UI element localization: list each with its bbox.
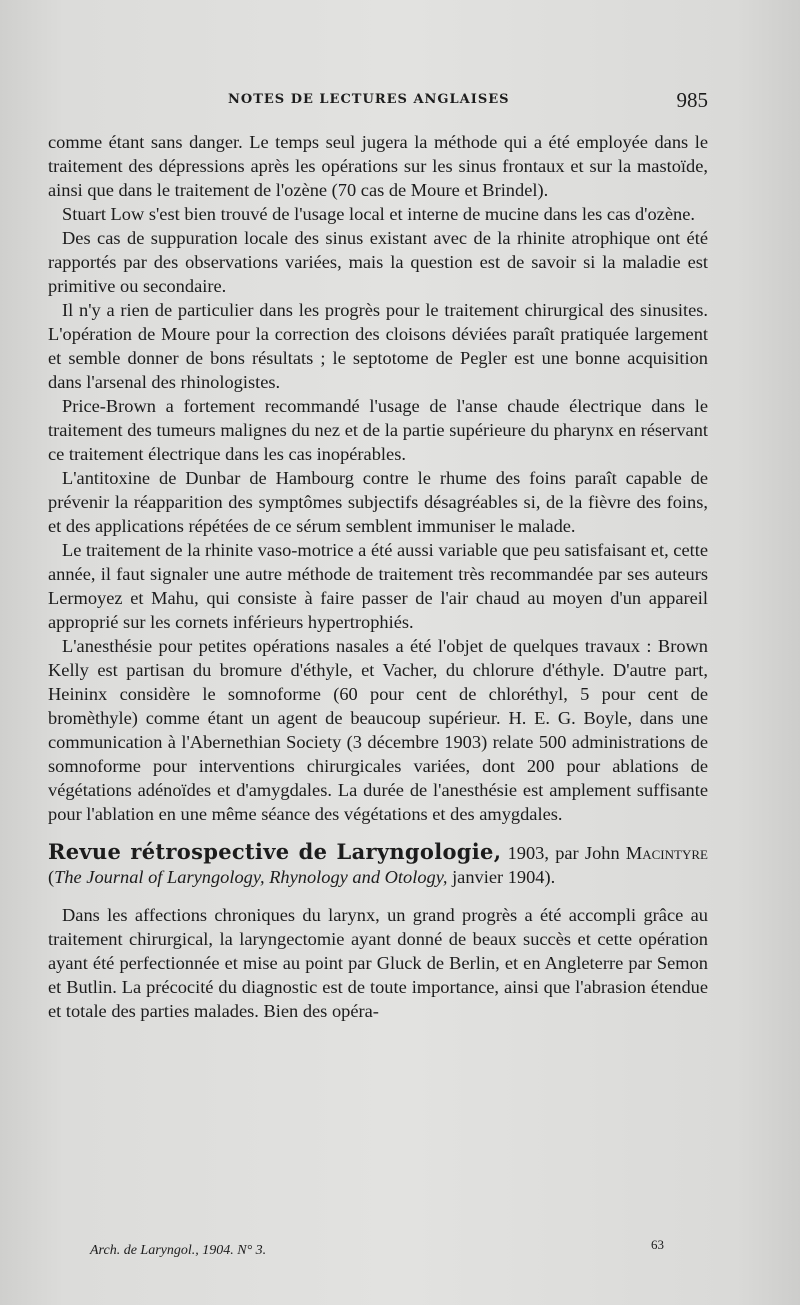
footer-citation: Arch. de Laryngol., 1904. N° 3. — [90, 1243, 267, 1258]
review-title: Revue rétrospective de Laryngologie, — [48, 839, 502, 864]
paragraph: L'antitoxine de Dunbar de Hambourg contre le rhume des foins paraît capable de prévenir la réapparition des symptômes subjectifs désagréables si, de la fièvre des foins, et des applications répétées de ce sérum semblent immuniser le malade. — [48, 468, 708, 536]
review-heading: Revue rétrospective de Laryngologie, 1903, par John Macintyre (The Journal of Laryngology, Rhynology and Otology, janvier 1904). — [48, 839, 708, 887]
page-body — [48, 130, 708, 1023]
review-by: par — [555, 843, 579, 863]
paragraph: Il n'y a rien de particulier dans les progrès pour le traitement chirurgical des sinusites. L'opération de Moure pour la correction des cloisons déviées paraît pratiquée largement et semble donner de bons résultats ; le septotome de Pegler est une bonne acquisition dans l'arsenal des rhinologistes. — [48, 300, 708, 392]
review-year: 1903, — [507, 843, 549, 863]
signature-mark: 63 — [651, 1237, 664, 1252]
page-header — [60, 88, 708, 116]
running-title: NOTES DE LECTURES ANGLAISES — [228, 92, 510, 107]
review-date: janvier 1904). — [452, 867, 556, 887]
paragraph: comme étant sans danger. Le temps seul jugera la méthode qui a été employée dans le traitement des dépressions après les opérations sur les sinus frontaux et sur la mastoïde, ainsi que dans le traitement de l'ozène (70 cas de Moure et Brindel). — [48, 132, 708, 200]
page-footer — [90, 1237, 664, 1265]
review-journal: The Journal of Laryngology, Rhynology and Otology, — [54, 867, 448, 887]
paragraph: Price-Brown a fortement recommandé l'usage de l'anse chaude électrique dans le traitement des tumeurs malignes du nez et de la partie supérieure du pharynx en réservant ce traitement électrique dans les cas inopérables. — [48, 396, 708, 464]
review-author-last: Macintyre — [625, 843, 708, 863]
closing-paragraph: Dans les affections chroniques du larynx, un grand progrès a été accompli grâce au traitement chirurgical, la laryngectomie ayant donné de beaux succès et cette opération ayant été perfectionnée et mise au point par Gluck de Berlin, et en Angleterre par Semon et Butlin. La précocité du diagnostic est de toute importance, ainsi que l'abrasion étendue et totale des parties malades. Bien des opéra- — [48, 905, 708, 1021]
paragraph: Le traitement de la rhinite vaso-motrice a été aussi variable que peu satisfaisant et, cette année, il faut signaler une autre méthode de traitement très recommandée par ses auteurs Lermoyez et Mahu, qui consiste à faire passer de l'air chaud au moyen d'un appareil approprié sur les cornets inférieurs hypertrophiés. — [48, 540, 708, 632]
paragraph: Des cas de suppuration locale des sinus existant avec de la rhinite atrophique ont été rapportés par des observations variées, mais la question est de savoir si la maladie est primitive ou secondaire. — [48, 228, 708, 296]
page-number: 985 — [676, 88, 708, 112]
paragraph: L'anesthésie pour petites opérations nasales a été l'objet de quelques travaux : Brown Kelly est partisan du bromure d'éthyle, et Vacher, du chlorure d'éthyle. D'autre part, Heininx considère le somnoforme (60 pour cent de chloréthyl, 5 pour cent de bromèthyle) comme étant un agent de beaucoup supérieur. H. E. G. Boyle, dans une communication à l'Abernethian Society (3 décembre 1903) relate 500 administrations de somnoforme pour interventions chirurgicales variées, dont 200 pour ablations de végétations adénoïdes et d'amygdales. La durée de l'anesthésie est amplement suffisante pour l'ablation en une même séance des végétations et des amygdales. — [48, 636, 708, 824]
review-author-first: John — [584, 843, 620, 863]
paragraph: Stuart Low s'est bien trouvé de l'usage local et interne de mucine dans les cas d'ozène. — [62, 204, 695, 224]
